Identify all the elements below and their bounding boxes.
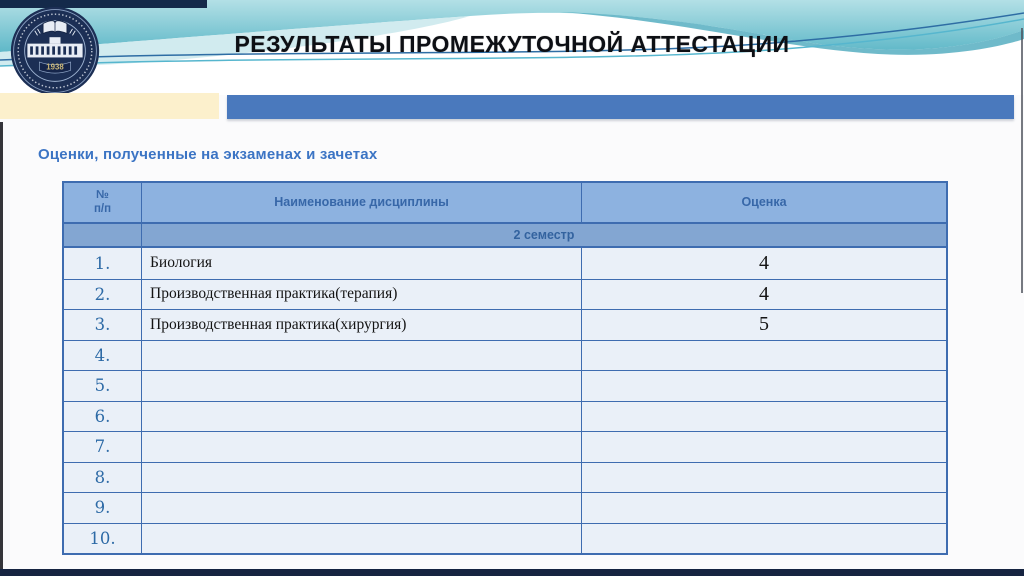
- column-header-grade: Оценка: [741, 195, 787, 209]
- row-grade: [582, 341, 946, 371]
- table-header-row: [64, 183, 946, 222]
- row-number: 4.: [64, 341, 142, 371]
- row-name: [142, 402, 582, 432]
- table-row: [64, 309, 946, 340]
- bottom-navy-bar: [0, 569, 1024, 576]
- row-grade: [582, 432, 946, 462]
- row-number: 10.: [64, 524, 142, 554]
- table-row: [64, 340, 946, 371]
- row-grade: [582, 493, 946, 523]
- semester-section-row: [64, 222, 946, 248]
- table-row: [64, 431, 946, 462]
- row-grade: [582, 402, 946, 432]
- row-name: Производственная практика(хирургия): [142, 310, 582, 340]
- row-grade: [582, 463, 946, 493]
- row-number: 2.: [64, 280, 142, 310]
- table-row: [64, 370, 946, 401]
- row-number: 3.: [64, 310, 142, 340]
- table-row: [64, 248, 946, 279]
- table-row: [64, 492, 946, 523]
- column-header-discipline: Наименование дисциплины: [142, 183, 582, 222]
- row-grade: 4: [759, 282, 769, 305]
- table-body: [64, 248, 946, 553]
- row-name: [142, 463, 582, 493]
- row-grade: 5: [759, 313, 769, 336]
- row-name: [142, 432, 582, 462]
- cream-accent-bar: [0, 93, 219, 119]
- row-number: 5.: [64, 371, 142, 401]
- table-row: [64, 401, 946, 432]
- row-grade: 4: [759, 251, 769, 274]
- row-name: Производственная практика(терапия): [142, 280, 582, 310]
- semester-label: 2 семестр: [513, 228, 575, 242]
- grades-table: [62, 181, 948, 555]
- table-row: [64, 462, 946, 493]
- left-edge-line: [0, 122, 3, 576]
- row-name: [142, 341, 582, 371]
- row-name: [142, 493, 582, 523]
- right-edge-line: [1021, 28, 1023, 293]
- table-row: [64, 523, 946, 554]
- row-name: [142, 371, 582, 401]
- page-title: РЕЗУЛЬТАТЫ ПРОМЕЖУТОЧНОЙ АТТЕСТАЦИИ: [234, 31, 790, 57]
- column-header-number-line2: п/п: [93, 202, 112, 215]
- row-grade: [582, 524, 946, 554]
- column-header-number-line1: №: [96, 188, 109, 201]
- logo-year: 1938: [46, 62, 64, 72]
- row-name: Биология: [142, 248, 582, 279]
- row-number: 7.: [64, 432, 142, 462]
- row-number: 9.: [64, 493, 142, 523]
- table-row: [64, 279, 946, 310]
- row-grade: [582, 371, 946, 401]
- column-header-number: [64, 183, 142, 222]
- semester-row-empty-cell: [64, 224, 142, 246]
- row-number: 1.: [64, 248, 142, 279]
- row-name: [142, 524, 582, 554]
- row-number: 6.: [64, 402, 142, 432]
- row-number: 8.: [64, 463, 142, 493]
- section-subtitle: Оценки, полученные на экзаменах и зачетах: [38, 146, 378, 163]
- blue-accent-bar: [227, 95, 1014, 119]
